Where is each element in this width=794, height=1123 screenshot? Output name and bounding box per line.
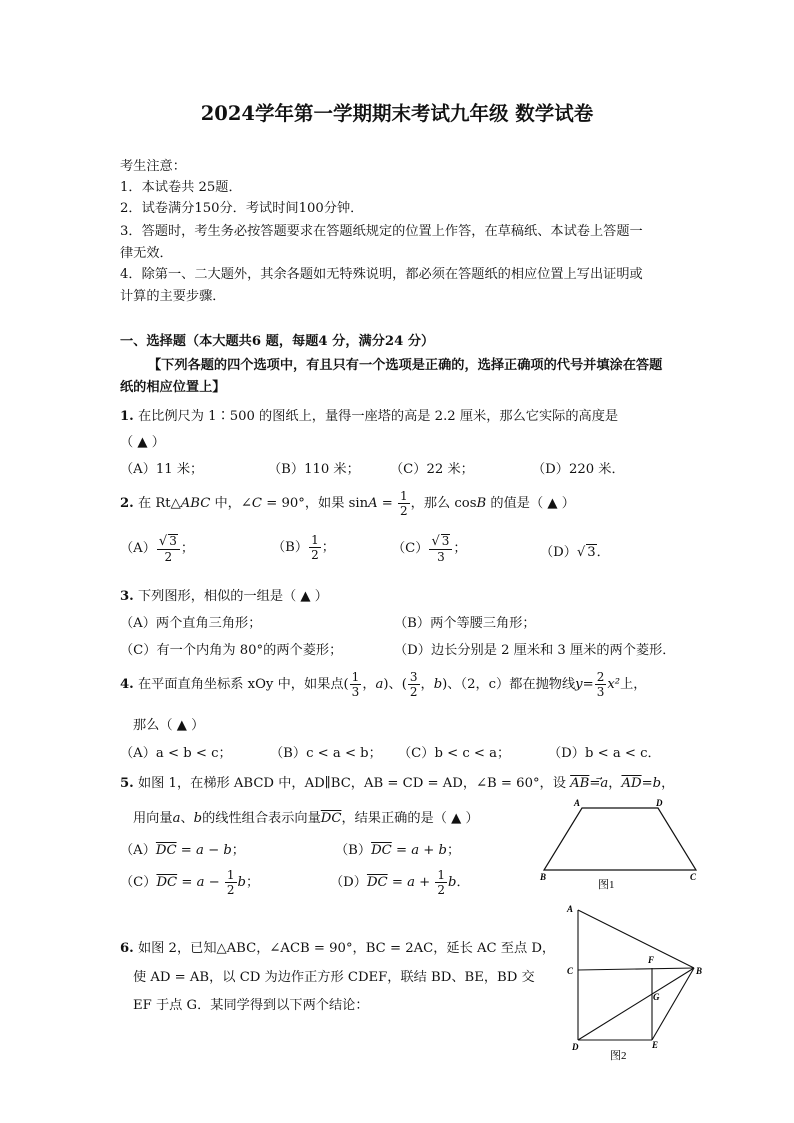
vertex-label: F [648,955,655,965]
fraction: $\frac{1}{2}$ [437,868,446,897]
vertex-label: B [540,872,547,882]
option-d: （D）b < a < c． [548,746,661,761]
answer-blank: （ ▲ ） [120,435,165,450]
vertex-label: C [690,872,697,882]
vertex-label: D [656,798,663,808]
angle-var: C [251,496,263,511]
stem-part: 在平面直角坐标系 xOy 中，如果点 [137,677,344,692]
option-c: （C）22 米； [390,462,474,477]
notice-heading: 考生注意： [120,159,186,174]
figure-1-trapezoid [530,796,710,896]
angle-var: B [476,496,487,511]
question-5-cont: 用向量a、b的线性组合表示向量$\overline{DC}$，结果正确的是（ ▲ ） [133,811,479,826]
option-a: （A）11 米； [120,462,204,477]
question-6-line-3: EF 于点 G．某同学得到以下两个结论： [133,998,369,1013]
stem-part: 的值是（ ▲ ） [486,496,575,511]
question-2 [120,487,575,521]
segment-DB [578,968,694,1040]
option-d: （D）边长分别是 2 厘米和 3 厘米的两个菱形． [394,643,676,658]
question-5: 5. 如图 1，在梯形 ABCD 中，AD∥BC，AB = CD = AD，∠B = 60°，设 $\overline{AB}=a$，$\overline{AD}=b$， [120,776,675,791]
option-b: $(B)\overline{DC} = a + b$； [335,843,461,858]
fraction: $\frac{1}{2}$ [400,489,408,518]
section-instruction-cont: 纸的相应位置上】 [120,380,226,395]
notice-item-2: 2．试卷满分150分．考试时间100分钟． [120,201,364,216]
segment-CB [578,968,694,970]
option-b: （B）c < a < b； [270,746,382,761]
stem-part: 中，∠ [210,496,252,511]
question-4: 4. 在平面直角坐标系 xOy 中，如果点( $\frac{1}{3}$ ，a)、( $\frac{3}{2}$ ，b)、（2，c）都在抛物线y= $\frac{2}{3}$ x²上， [120,670,647,699]
vertex-label: E [652,1040,659,1050]
option-c: $(C)\overline{DC} = a$ − $\frac{1}{2}$ b； [120,868,260,897]
fraction: $\frac{1}{2}$ [311,533,319,562]
question-stem: 下列图形，相似的一组是（ ▲ ） [137,589,328,604]
angle-var: A [368,496,378,511]
question-number: 1. [120,409,134,424]
option-b: （B）110 米； [268,462,360,477]
option-b: （B）两个等腰三角形； [394,616,536,631]
question-number: 6. [120,941,134,956]
option-a: （A） $\frac{√ 3}{2}$ ； [120,534,195,564]
vertex-label: C [567,966,574,976]
option-d: （D）√ 3． [540,545,610,560]
vertex-label: D [572,1042,579,1052]
question-number: 2. [120,496,134,511]
notice-item-3-cont: 律无效． [120,246,173,261]
fraction: $\frac{1}{3}$ [351,670,360,699]
notice-item-1: 1．本试卷共 25题． [120,180,242,195]
option-d: （D）220 米． [532,462,625,477]
equals: = [377,496,398,511]
segment-EB [652,968,694,1040]
section-heading: 一、选择题（本大题共6 题，每题4 分，满分24 分） [120,334,435,349]
option-c: （C）b < c < a； [398,746,511,761]
fraction: $\frac{2}{3}$ [596,670,605,699]
option-a: （A）a < b < c； [120,746,232,761]
question-number: 5. [120,776,134,791]
question-4-cont: 那么（ ▲ ） [133,718,205,733]
vertex-label: A [567,904,574,914]
page-title: 2024学年第一学期期末考试九年级 数学试卷 [200,102,594,125]
vertex-label: B [696,966,703,976]
stem-part: 在 Rt△ [137,496,181,511]
question-stem: 在比例尺为 1∶500 的图纸上，量得一座塔的高是 2.2 厘米，那么它实际的高度是 [137,409,619,424]
fraction: $\frac{3}{2}$ [409,670,418,699]
question-6: 6. 如图 2，已知△ABC，∠ACB = 90°，BC = 2AC，延长 AC 至点 D， [120,941,556,956]
triangle-name: ABC [180,496,211,511]
option-b: （B） $\frac{1}{2}$ ； [272,533,335,562]
segment-AB [578,910,694,968]
notice-item-4-cont: 计算的主要步骤． [120,289,226,304]
section-instruction: 【下列各题的四个选项中，有且只有一个选项是正确的，选择正确项的代号并填涂在答题 [148,358,663,373]
figure-caption: 图2 [610,1050,627,1062]
question-number: 4. [120,677,134,692]
trapezoid-shape [544,808,696,870]
option-a: （A）两个直角三角形； [120,616,262,631]
question-number: 3. [120,589,134,604]
option-c: （C）有一个内角为 80°的两个菱形； [120,643,343,658]
fraction: $\frac{√ 3}{3}$ [429,534,452,563]
vertex-label: A [574,798,581,808]
question-3 [120,585,328,604]
notice-item-3: 3．答题时，考生务必按答题要求在答题纸规定的位置上作答，在草稿纸、本试卷上答题一 [120,224,643,239]
question-6-line-2: 使 AD = AB，以 CD 为边作正方形 CDEF，联结 BD、BE，BD 交 [133,970,535,985]
stem-part: = 90°，如果 sin [262,496,369,511]
question-1 [120,405,618,424]
stem-part: ，那么 cos [410,496,477,511]
option-a: $(A)\overline{DC} = a - b$； [120,843,245,858]
option-d: $(D)\overline{DC} = a$ + $\frac{1}{2}$ b． [330,868,470,897]
option-c: （C） $\frac{√ 3}{3}$ ； [392,534,467,564]
figure-2 [560,900,710,1065]
fraction: $\frac{1}{2}$ [226,868,235,897]
vertex-label: G [653,992,660,1002]
figure-caption: 图1 [598,879,615,891]
fraction: $\frac{√ 3}{2}$ [157,534,180,563]
notice-item-4: 4．除第一、二大题外，其余各题如无特殊说明，都必须在答题纸的相应位置上写出证明或 [120,267,643,282]
